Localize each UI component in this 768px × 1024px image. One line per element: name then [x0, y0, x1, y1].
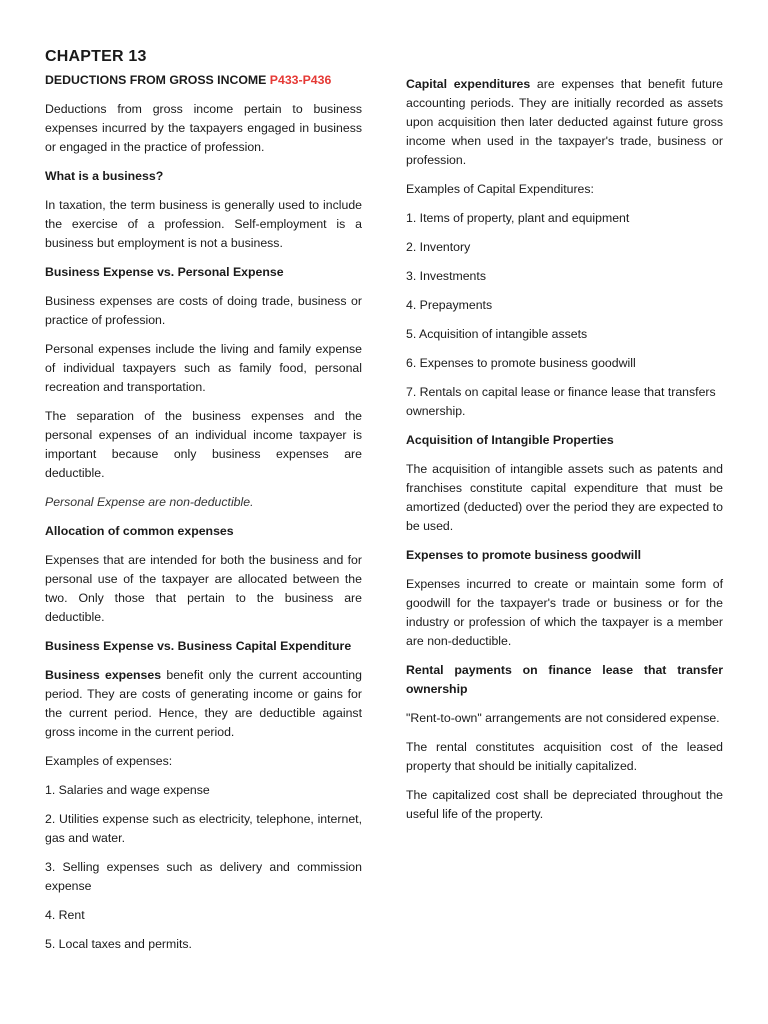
- capital-expenditure-lead: Capital expenditures: [406, 77, 531, 91]
- list-item: 1. Items of property, plant and equipment: [406, 211, 630, 225]
- heading-business-vs-personal: Business Expense vs. Personal Expense: [45, 265, 284, 279]
- allocation-paragraph: Expenses that are intended for both the business and for personal use of the taxpayer are allocated between the two. Only those that pertain to the business are deductible.: [45, 553, 362, 624]
- separation-paragraph: The separation of the business expenses and the personal expenses of an individual income taxpayer is important because only business expenses are deductible.: [45, 409, 362, 480]
- heading-business-vs-capital: Business Expense vs. Business Capital Expenditure: [45, 639, 352, 653]
- list-item: 2. Inventory: [406, 240, 471, 254]
- question-heading: What is a business?: [45, 169, 164, 183]
- capitalized-paragraph: The capitalized cost shall be depreciated throughout the useful life of the property.: [406, 788, 723, 821]
- list-item: 3. Selling expenses such as delivery and commission expense: [45, 860, 362, 893]
- list-item: 1. Salaries and wage expense: [45, 783, 210, 797]
- business-expense-lead: Business expenses: [45, 668, 162, 682]
- capital-expenditure-paragraph: [406, 75, 723, 170]
- business-expense-rest: benefit only the current accounting period. They are costs of generating income or gains for the current period. Hence, they are deductible against gross income in the current period.: [45, 668, 362, 739]
- business-expense-definition: Business expenses are costs of doing trade, business or practice of profession.: [45, 294, 362, 327]
- list-item: 2. Utilities expense such as electricity, telephone, internet, gas and water.: [45, 812, 362, 845]
- goodwill-paragraph: Expenses incurred to create or maintain some form of goodwill for the taxpayer's trade or business or for the industry or profession of which the taxpayer is a member are non-deductible.: [406, 577, 723, 648]
- section-title-text: DEDUCTIONS FROM GROSS INCOME: [45, 73, 267, 87]
- personal-expense-note: Personal Expense are non-deductible.: [45, 495, 254, 509]
- heading-allocation: Allocation of common expenses: [45, 524, 234, 538]
- intro-paragraph: Deductions from gross income pertain to business expenses incurred by the taxpayers engaged in business or engaged in the practice of profession.: [45, 102, 362, 154]
- capex-examples-label: Examples of Capital Expenditures:: [406, 182, 594, 196]
- business-expense-paragraph: [45, 666, 362, 742]
- list-item: 5. Local taxes and permits.: [45, 937, 192, 951]
- section-title: [45, 73, 331, 87]
- intangible-paragraph: The acquisition of intangible assets such as patents and franchises constitute capital expenditure that must be amortized (deducted) over the period they are expected to be used.: [406, 462, 723, 533]
- capital-expenditure-rest: are expenses that benefit future accounting periods. They are initially recorded as assets upon acquisition then later deducted against future gross income when used in the taxpayer's trade, business or profession.: [406, 77, 723, 167]
- chapter-heading: CHAPTER 13: [45, 48, 147, 65]
- list-item: 4. Rent: [45, 908, 85, 922]
- right-column: [406, 75, 723, 834]
- heading-rental: Rental payments on finance lease that transfer ownership: [406, 663, 723, 696]
- examples-label: Examples of expenses:: [45, 754, 173, 768]
- list-item: 6. Expenses to promote business goodwill: [406, 356, 636, 370]
- business-definition: In taxation, the term business is generally used to include the exercise of a profession. Self-employment is a business but employment is not a business.: [45, 198, 362, 250]
- list-item: 7. Rentals on capital lease or finance lease that transfers ownership.: [406, 385, 716, 418]
- rent-to-own-paragraph: "Rent-to-own" arrangements are not considered expense.: [406, 711, 720, 725]
- personal-expense-definition: Personal expenses include the living and family expense of individual taxpayers such as family food, personal recreation and transportation.: [45, 342, 362, 394]
- page-reference: P433-P436: [269, 73, 332, 87]
- heading-intangible: Acquisition of Intangible Properties: [406, 433, 614, 447]
- rental-cost-paragraph: The rental constitutes acquisition cost of the leased property that should be initially capitalized.: [406, 740, 723, 773]
- heading-goodwill: Expenses to promote business goodwill: [406, 548, 642, 562]
- left-column: [45, 100, 362, 964]
- list-item: 5. Acquisition of intangible assets: [406, 327, 588, 341]
- list-item: 3. Investments: [406, 269, 486, 283]
- list-item: 4. Prepayments: [406, 298, 493, 312]
